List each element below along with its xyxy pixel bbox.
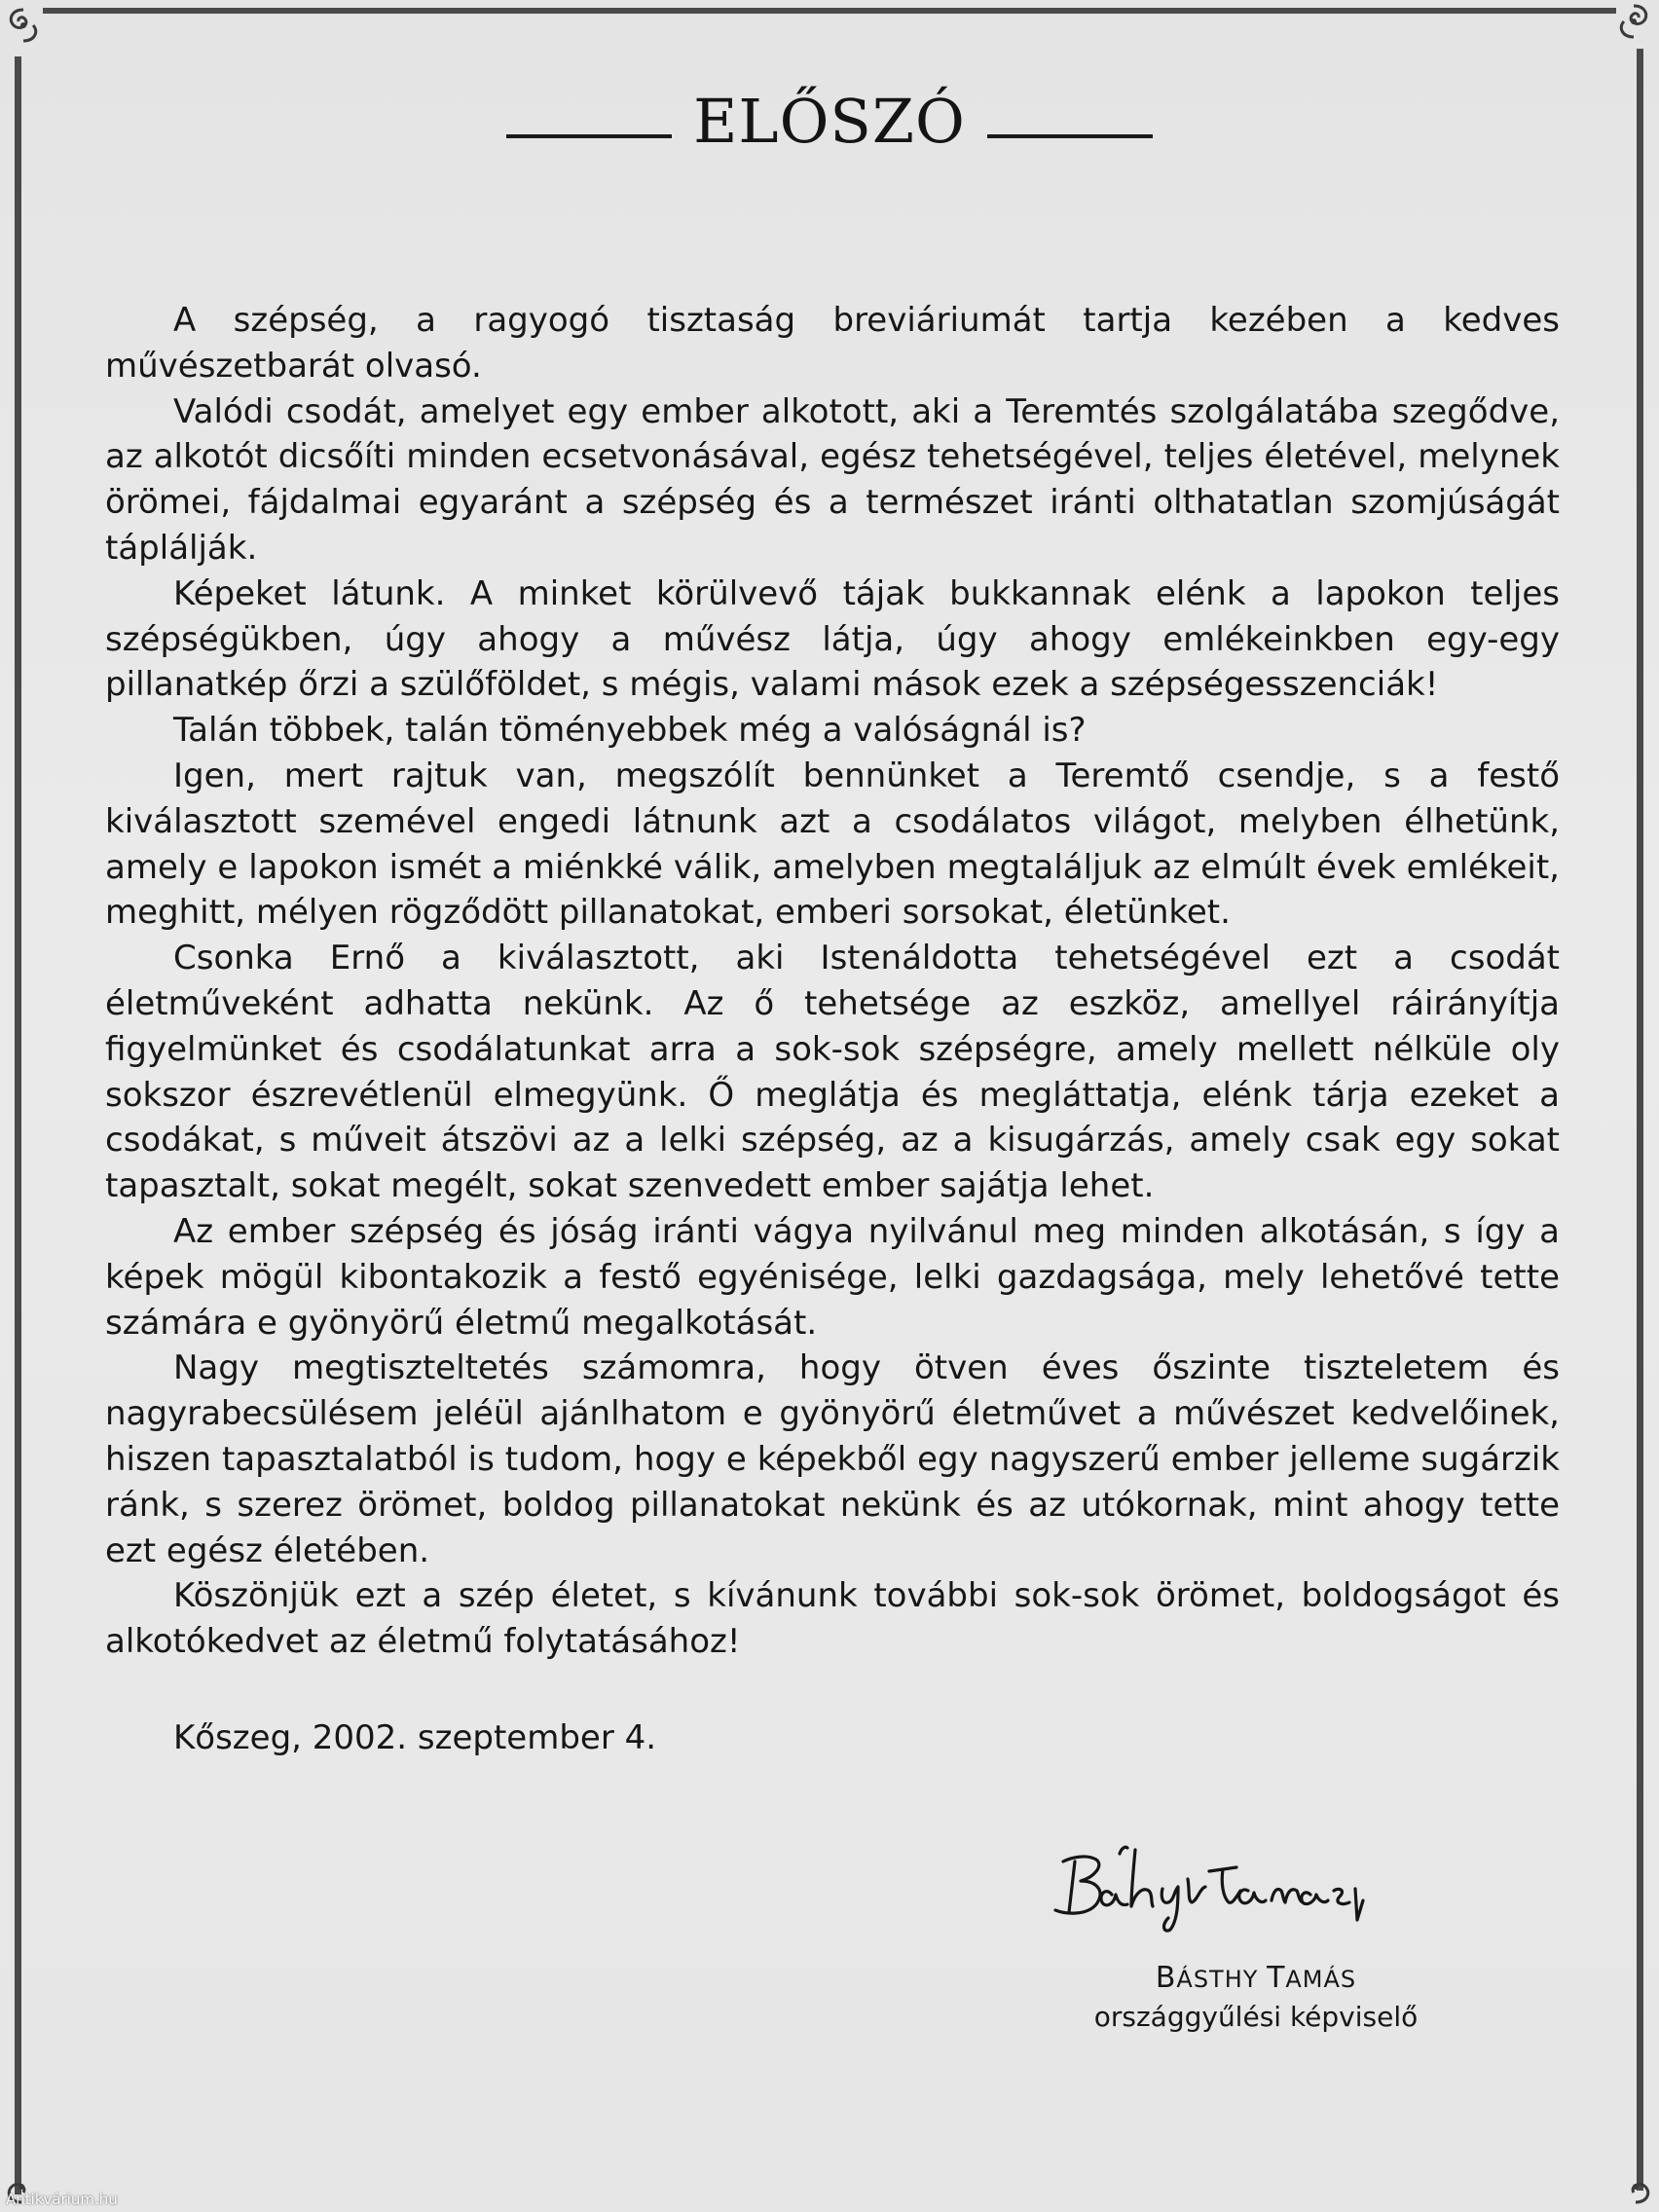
paragraph: Köszönjük ezt a szép életet, s kívánunk további sok-sok örömet, boldogságot és alkotókedvet az életmű folytatásához!	[105, 1576, 1560, 1662]
corner-ornament-icon	[2, 4, 45, 47]
watermark-label: Antikvárium.hu	[6, 2191, 118, 2208]
signer-name	[1051, 1957, 1460, 2001]
signer-name-part: AMÁS	[1285, 1966, 1357, 1993]
signer-name-part: ÁSTHY	[1176, 1966, 1268, 1993]
signer-name-initial: B	[1155, 1961, 1177, 1995]
title-row	[0, 86, 1659, 164]
title-rule-left	[506, 134, 672, 138]
handwritten-signature	[1042, 1832, 1529, 1939]
paragraph: A szépség, a ragyogó tisztaság breviáriumát tartja kezében a kedves művészetbarát olvasó.	[105, 301, 1560, 386]
signer-block	[1051, 1957, 1460, 2034]
title-rule-right	[987, 134, 1153, 138]
paragraph: Igen, mert rajtuk van, megszólít bennünket a Teremtő csendje, s a festő kiválasztott szemével engedi látnunk azt a csodálatos világot, melyben élhetünk, amely e lapokon ismét a miénkké válik, amelyben megtaláljuk az elmúlt évek emlékeit, meghitt, mélyen rögződött pillanatokat, emberi sorsokat, életünket.	[105, 756, 1560, 933]
frame-top-border	[43, 8, 1616, 14]
frame-right-border	[1637, 49, 1643, 2191]
paragraph: Képeket látunk. A minket körülvevő tájak bukkannak elénk a lapokon teljes szépségükben, úgy ahogy a művész látja, úgy ahogy emlékeinkben egy-egy pillanatkép őrzi a szülőföldet, s mégis, valami mások ezek a szépségesszenciák!	[105, 573, 1560, 705]
signer-role: országgyűlési képviselő	[1093, 2001, 1419, 2033]
place-date: Kőszeg, 2002. szeptember 4.	[173, 1717, 657, 1757]
paragraph: Csonka Ernő a kiválasztott, aki Istenáldotta tehetségével ezt a csodát életműveként adhatta nekünk. Az ő tehetsége az eszköz, amellyel ráirányítja figyelmünket és csodálatunkat arra a sok-sok szépségre, amely mellett nélküle oly sokszor észrevétlenül elmegyünk. Ő meglátja és megláttatja, elénk tárja ezeket a csodákat, s műveit átszövi az a lelki szépség, az a kisugárzás, amely csak egy sokat tapasztalt, sokat megélt, sokat szenvedett ember sajátja lehet.	[105, 939, 1560, 1206]
paragraph: Az ember szépség és jóság iránti vágya nyilvánul meg minden alkotásán, s így a képek mögül kibontakozik a festő egyénisége, lelki gazdagsága, mely lehetővé tette számára e gyönyörű életmű megalkotását.	[105, 1211, 1560, 1343]
paragraph: Valódi csodát, amelyet egy ember alkotott, aki a Teremtés szolgálatába szegődve, az alkotót dicsőíti minden ecsetvonásával, egész tehetségével, teljes életével, melynek örömei, fájdalmai egyaránt a szépség és a természet iránti olthatatlan szomjúságát táplálják.	[105, 391, 1560, 568]
corner-ornament-icon	[1612, 0, 1655, 43]
corner-ornament-icon	[1614, 2165, 1657, 2208]
frame-left-border	[15, 56, 21, 2194]
foreword-body	[105, 298, 1560, 1761]
page-title: ELŐSZÓ	[693, 86, 966, 157]
paragraph: Talán többek, talán töményebbek még a valóságnál is?	[173, 711, 1087, 751]
signer-name-initial: T	[1267, 1961, 1286, 1995]
paragraph: Nagy megtiszteltetés számomra, hogy ötven éves őszinte tiszteletem és nagyrabecsülésem jeléül ajánlhatom e gyönyörű életművet a művészet kedvelőinek, hiszen tapasztalatból is tudom, hogy e képekből egy nagyszerű ember jelleme sugárzik ránk, s szerez örömet, boldog pillanatokat nekünk és az utókornak, mint ahogy tette ezt egész életében.	[105, 1348, 1560, 1570]
